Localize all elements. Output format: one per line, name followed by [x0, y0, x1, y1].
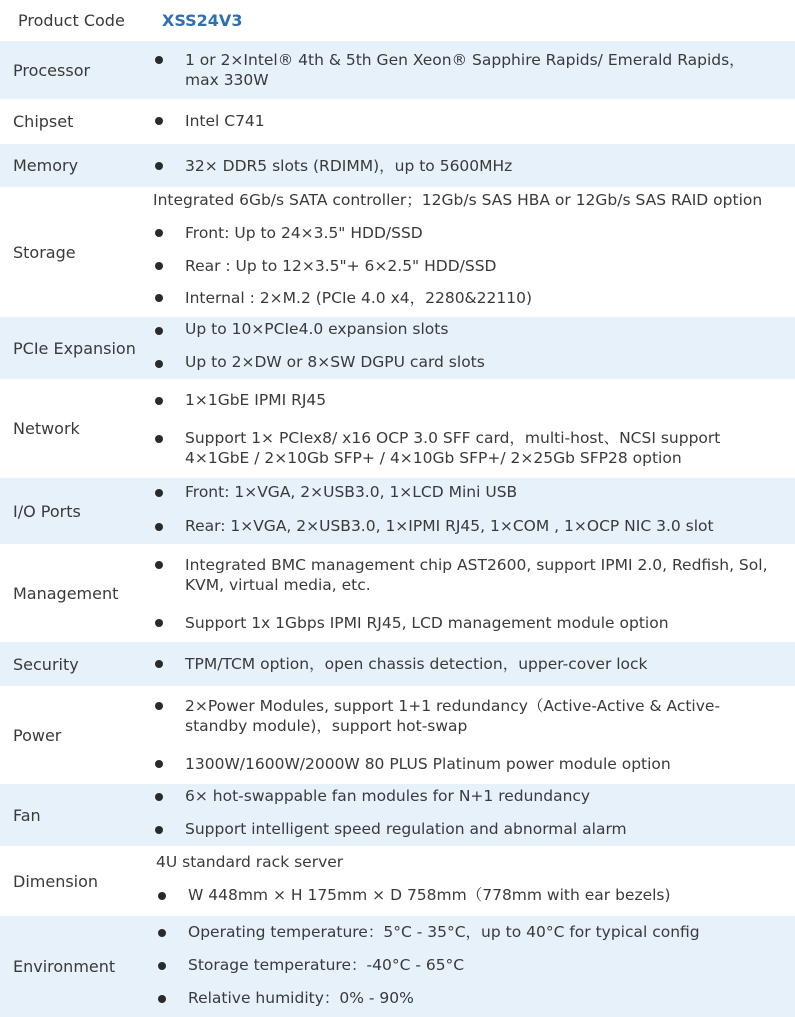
spec-label: Dimension	[13, 871, 99, 891]
spec-text: Intel C741	[185, 112, 265, 130]
spec-text: Up to 10×PCIe4.0 expansion slots	[185, 320, 449, 338]
spec-text: 1×1GbE IPMI RJ45	[185, 391, 327, 409]
spec-row-security	[0, 642, 795, 686]
spec-row-fan	[0, 784, 795, 846]
bullet-icon	[155, 523, 163, 531]
spec-text: W 448mm × H 175mm × D 758mm（778mm with ear bezels)	[188, 886, 671, 904]
bullet-icon	[158, 995, 166, 1003]
spec-row-processor	[0, 41, 795, 99]
spec-text: Internal : 2×M.2 (PCIe 4.0 x4，2280&22110)	[185, 289, 533, 307]
spec-text: Front: Up to 24×3.5" HDD/SSD	[185, 224, 423, 242]
bullet-icon	[155, 793, 163, 801]
bullet-icon	[155, 327, 163, 335]
spec-row-io-ports	[0, 478, 795, 544]
bullet-icon	[155, 117, 163, 125]
spec-label: Chipset	[13, 112, 74, 131]
spec-label: Processor	[13, 60, 91, 80]
spec-row-power	[0, 687, 795, 783]
spec-row-pcie-expansion	[0, 317, 795, 379]
spec-label: Security	[13, 654, 79, 674]
spec-label: Storage	[13, 242, 76, 262]
spec-label: I/O Ports	[13, 501, 81, 521]
bullet-icon	[155, 619, 163, 627]
spec-text: Rear: 1×VGA, 2×USB3.0, 1×IPMI RJ45, 1×COM , 1×OCP NIC 3.0 slot	[185, 517, 714, 535]
spec-row-chipset	[0, 100, 795, 143]
spec-text: Support 1× PCIex8/ x16 OCP 3.0 SFF card，multi-host、NCSI support	[185, 429, 721, 447]
bullet-icon	[155, 826, 163, 834]
bullet-icon	[155, 561, 163, 569]
bullet-icon	[158, 892, 166, 900]
spec-row-network	[0, 380, 795, 477]
spec-row-memory	[0, 144, 795, 187]
spec-label: PCIe Expansion	[13, 338, 136, 358]
spec-text: 4×1GbE / 2×10Gb SFP+ / 4×10Gb SFP+/ 2×25Gb SFP28 option	[185, 449, 682, 467]
spec-label: Power	[13, 725, 62, 745]
spec-text: Support 1x 1Gbps IPMI RJ45, LCD management module option	[185, 614, 669, 632]
spec-label: Environment	[13, 957, 116, 976]
bullet-icon	[155, 660, 163, 668]
product-code-label: Product Code	[18, 11, 125, 30]
spec-row-dimension	[0, 847, 795, 915]
spec-text: TPM/TCM option，open chassis detection，upper-cover lock	[185, 655, 648, 673]
spec-text: max 330W	[185, 71, 269, 89]
spec-row-storage	[0, 188, 795, 316]
spec-text: 1 or 2×Intel® 4th & 5th Gen Xeon® Sapphire Rapids/ Emerald Rapids，	[185, 51, 745, 69]
spec-text: standby module)，support hot-swap	[185, 717, 468, 735]
product-code-row	[0, 0, 795, 40]
bullet-icon	[158, 929, 166, 937]
bullet-icon	[155, 294, 163, 302]
bullet-icon	[155, 262, 163, 270]
bullet-icon	[155, 435, 163, 443]
spec-text: Integrated BMC management chip AST2600, support IPMI 2.0, Redfish, Sol,	[185, 556, 768, 574]
spec-text: Front: 1×VGA, 2×USB3.0, 1×LCD Mini USB	[185, 483, 518, 501]
bullet-icon	[155, 702, 163, 710]
bullet-icon	[155, 56, 163, 64]
spec-row-environment	[0, 916, 795, 1017]
spec-text: KVM, virtual media, etc.	[185, 576, 371, 594]
spec-text: Relative humidity：0% - 90%	[188, 989, 414, 1007]
spec-text: Operating temperature：5°C - 35°C，up to 40°C for typical config	[188, 923, 700, 941]
bullet-icon	[155, 397, 163, 405]
spec-text: Rear : Up to 12×3.5"+ 6×2.5" HDD/SSD	[185, 257, 497, 275]
bullet-icon	[155, 760, 163, 768]
bullet-icon	[155, 489, 163, 497]
spec-label: Memory	[13, 156, 79, 175]
bullet-icon	[158, 962, 166, 970]
spec-text: 1300W/1600W/2000W 80 PLUS Platinum power module option	[185, 755, 671, 773]
spec-label: Network	[13, 419, 80, 438]
spec-text: Up to 2×DW or 8×SW DGPU card slots	[185, 353, 485, 371]
spec-row-management	[0, 545, 795, 641]
product-code-value: XSS24V3	[162, 11, 243, 30]
spec-text: 2×Power Modules, support 1+1 redundancy（Active-Active & Active-	[185, 697, 721, 715]
bullet-icon	[155, 162, 163, 170]
bullet-icon	[155, 229, 163, 237]
spec-text: 6× hot-swappable fan modules for N+1 redundancy	[185, 787, 591, 805]
spec-text: 4U standard rack server	[156, 853, 344, 871]
spec-text: Support intelligent speed regulation and abnormal alarm	[185, 820, 627, 838]
spec-text: Integrated 6Gb/s SATA controller；12Gb/s SAS HBA or 12Gb/s SAS RAID option	[153, 191, 763, 209]
spec-label: Management	[13, 583, 119, 603]
spec-text: 32× DDR5 slots (RDIMM)，up to 5600MHz	[185, 157, 513, 175]
spec-label: Fan	[13, 805, 41, 825]
spec-text: Storage temperature：-40°C - 65°C	[188, 956, 465, 974]
bullet-icon	[155, 360, 163, 368]
